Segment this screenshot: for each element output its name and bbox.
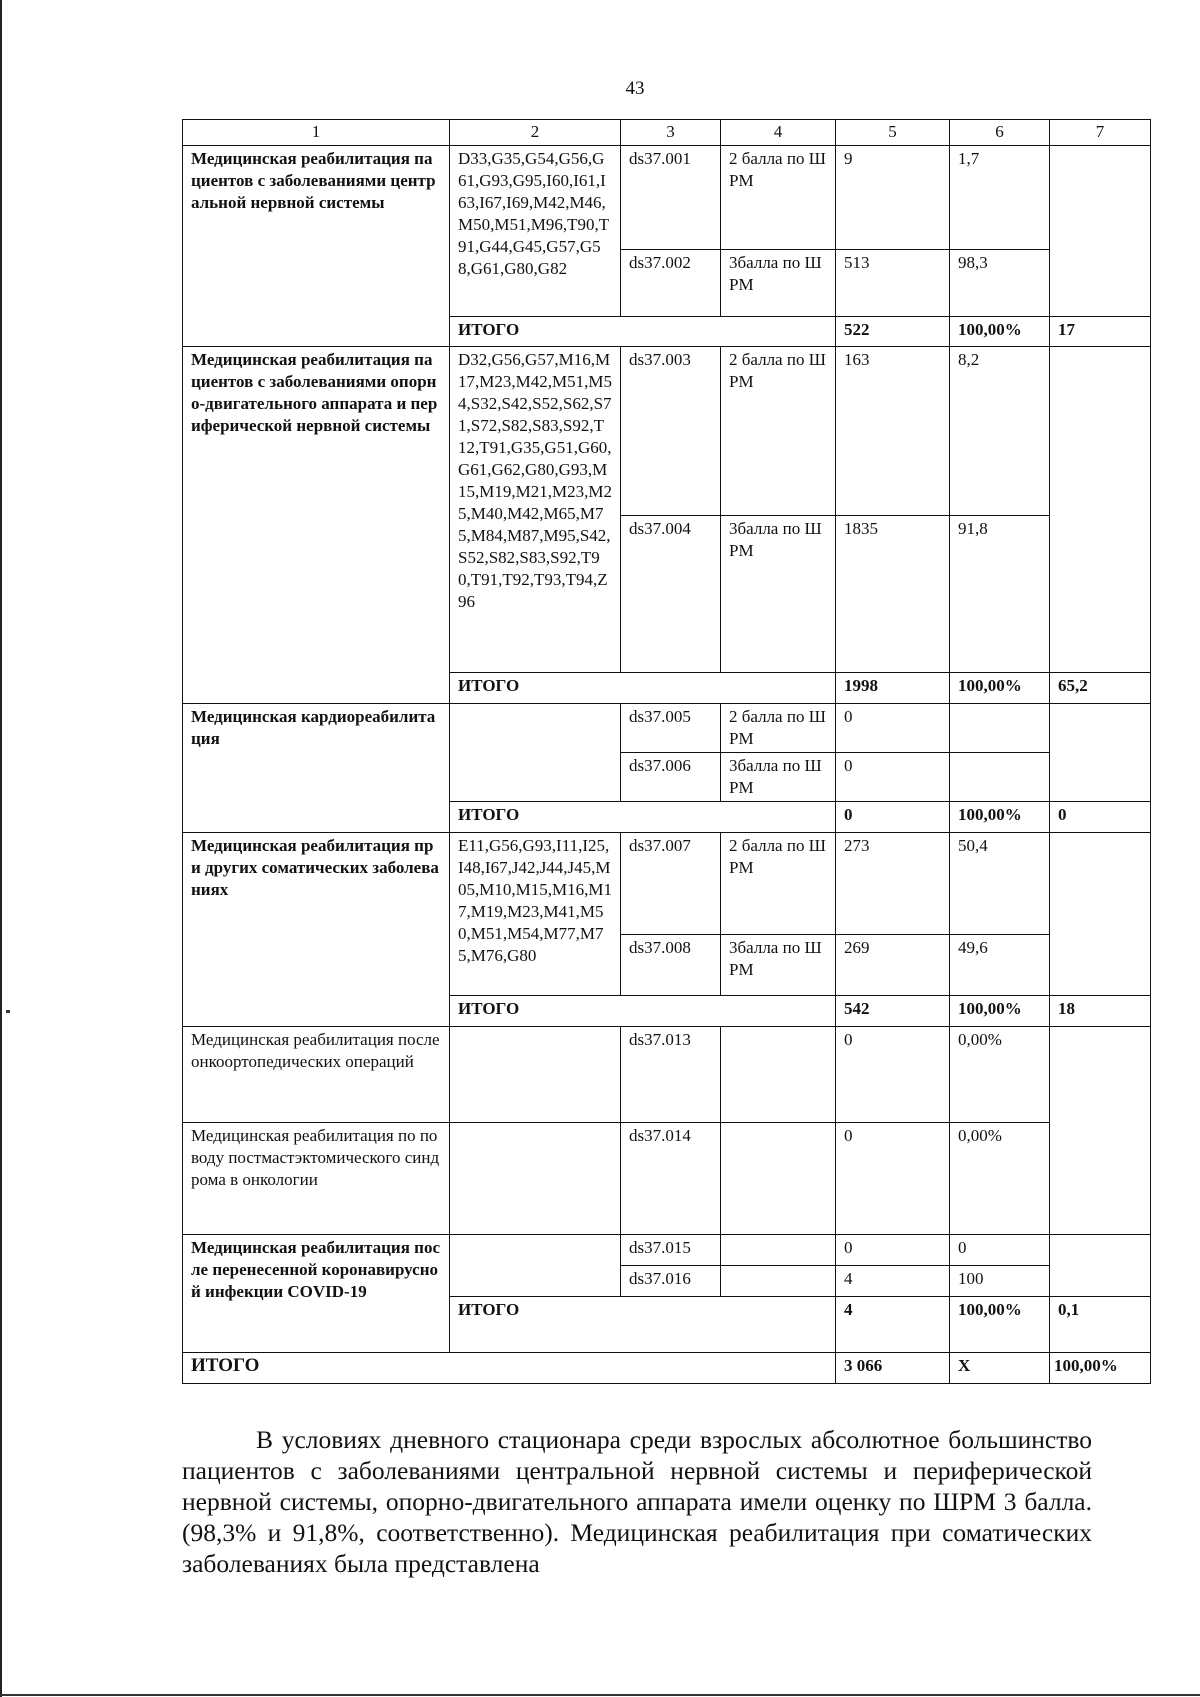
empty-cell: [1050, 1027, 1151, 1235]
table-row: [183, 146, 1151, 250]
shrm-score: [721, 1027, 836, 1123]
patient-count: 0: [836, 1027, 950, 1123]
total-count: 0: [836, 802, 950, 833]
ds-code: ds37.004: [621, 516, 721, 673]
shrm-score: [721, 1235, 836, 1266]
header-cell: 6: [950, 120, 1050, 146]
grand-total-percent: X: [950, 1353, 1050, 1384]
total-label: ИТОГО: [450, 673, 836, 704]
patient-count: 9: [836, 146, 950, 250]
empty-cell: [1050, 833, 1151, 996]
shrm-score: 3балла по ШРМ: [721, 250, 836, 317]
patient-count: 1835: [836, 516, 950, 673]
group-name-cns: Медицинская реабилитация пациентов с заболеваниями центральной нервной системы: [183, 146, 450, 347]
scan-bottom-edge: [0, 1694, 1200, 1696]
total-share: 0,1: [1050, 1297, 1151, 1353]
table-row: [183, 704, 1151, 753]
patient-count: 269: [836, 935, 950, 996]
percent: 91,8: [950, 516, 1050, 673]
patient-count: 513: [836, 250, 950, 317]
group-name-onco-ortho: Медицинская реабилитация после онкоортопедических операций: [183, 1027, 450, 1123]
ds-code: ds37.008: [621, 935, 721, 996]
diagnosis-codes: [450, 1027, 621, 1123]
percent: 100: [950, 1266, 1050, 1297]
percent: 98,3: [950, 250, 1050, 317]
total-label: ИТОГО: [450, 802, 836, 833]
empty-cell: [1050, 146, 1151, 317]
shrm-score: 2 балла по ШРМ: [721, 347, 836, 516]
table-row: [183, 1027, 1151, 1123]
total-count: 542: [836, 996, 950, 1027]
total-percent: 100,00%: [950, 673, 1050, 704]
group-name-postmastectomy: Медицинская реабилитация по поводу постмастэктомического синдрома в онкологии: [183, 1123, 450, 1235]
diagnosis-codes: [450, 1235, 621, 1297]
shrm-score: [721, 1123, 836, 1235]
percent: 8,2: [950, 347, 1050, 516]
percent: 0: [950, 1235, 1050, 1266]
grand-total-label: ИТОГО: [183, 1353, 836, 1384]
header-cell: 2: [450, 120, 621, 146]
group-name-cardio: Медицинская кардиореабилитация: [183, 704, 450, 833]
header-cell: 4: [721, 120, 836, 146]
patient-count: 0: [836, 1235, 950, 1266]
total-count: 522: [836, 317, 950, 347]
total-count: 1998: [836, 673, 950, 704]
group-name-covid: Медицинская реабилитация после перенесенной коронавирусной инфекции COVID-19: [183, 1235, 450, 1353]
grand-total-row: [183, 1353, 1151, 1384]
header-cell: 3: [621, 120, 721, 146]
paragraph-text: В условиях дневного стационара среди взрослых абсолютное большинство пациентов с заболеваниями центральной нервной системы и периферической нервной системы, опорно-двигательного аппарата имели оценку по ШРМ 3 балла. (98,3% и 91,8%, соответственно). Медицинская реабилитация при соматических заболеваниях была представлена: [182, 1425, 1092, 1578]
total-share: 18: [1050, 996, 1151, 1027]
total-count: 4: [836, 1297, 950, 1353]
group-name-musculoskeletal: Медицинская реабилитация пациентов с заболеваниями опорно-двигательного аппарата и периферической нервной системы: [183, 347, 450, 704]
grand-total-share: 100,00%: [1050, 1353, 1151, 1384]
page-number: 43: [625, 78, 645, 99]
empty-cell: [1050, 1235, 1151, 1297]
total-share: 65,2: [1050, 673, 1151, 704]
total-label: ИТОГО: [450, 1297, 836, 1353]
shrm-score: 3балла по ШРМ: [721, 516, 836, 673]
ds-code: ds37.001: [621, 146, 721, 250]
table-row: [183, 347, 1151, 516]
ds-code: ds37.002: [621, 250, 721, 317]
patient-count: 163: [836, 347, 950, 516]
header-cell: 5: [836, 120, 950, 146]
ds-code: ds37.006: [621, 753, 721, 802]
percent: 1,7: [950, 146, 1050, 250]
patient-count: 273: [836, 833, 950, 935]
shrm-score: 2 балла по ШРМ: [721, 833, 836, 935]
empty-cell: [1050, 347, 1151, 673]
diagnosis-codes: [450, 1123, 621, 1235]
diagnosis-codes: D33,G35,G54,G56,G61,G93,G95,I60,I61,I63,I67,I69,M42,M46,M50,M51,M96,T90,T91,G44,G45,G57,G58,G61,G80,G82: [450, 146, 621, 317]
body-paragraph: [182, 1424, 1092, 1579]
total-percent: 100,00%: [950, 802, 1050, 833]
diagnosis-codes: E11,G56,G93,I11,I25,I48,I67,J42,J44,J45,M05,M10,M15,M16,M17,M19,M23,M41,M50,M51,M54,M77,M75,M76,G80: [450, 833, 621, 996]
total-percent: 100,00%: [950, 317, 1050, 347]
table-row: [183, 833, 1151, 935]
total-share: 0: [1050, 802, 1151, 833]
total-label: ИТОГО: [450, 996, 836, 1027]
grand-total-count: 3 066: [836, 1353, 950, 1384]
table-row: [183, 1123, 1151, 1235]
scan-left-edge: [0, 0, 2, 1697]
ds-code: ds37.015: [621, 1235, 721, 1266]
header-cell: 7: [1050, 120, 1151, 146]
ds-code: ds37.016: [621, 1266, 721, 1297]
percent: 0,00%: [950, 1123, 1050, 1235]
shrm-score: 2 балла по ШРМ: [721, 704, 836, 753]
ds-code: ds37.003: [621, 347, 721, 516]
patient-count: 0: [836, 1123, 950, 1235]
header-row: [183, 120, 1151, 146]
patient-count: 4: [836, 1266, 950, 1297]
percent: 49,6: [950, 935, 1050, 996]
percent: 0,00%: [950, 1027, 1050, 1123]
total-percent: 100,00%: [950, 996, 1050, 1027]
percent: [950, 753, 1050, 802]
empty-cell: [1050, 704, 1151, 802]
patient-count: 0: [836, 704, 950, 753]
header-cell: 1: [183, 120, 450, 146]
diagnosis-codes: D32,G56,G57,M16,M17,M23,M42,M51,M54,S32,S42,S52,S62,S71,S72,S82,S83,S92,T12,T91,G35,G51,G60,G61,G62,G80,G93,M15,M19,M21,M23,M25,M40,M42,M65,M75,M84,M87,M95,S42,S52,S82,S83,S92,T90,T91,T92,T93,T94,Z96: [450, 347, 621, 673]
ds-code: ds37.014: [621, 1123, 721, 1235]
patient-count: 0: [836, 753, 950, 802]
ds-code: ds37.005: [621, 704, 721, 753]
percent: [950, 704, 1050, 753]
shrm-score: 3балла по ШРМ: [721, 753, 836, 802]
total-label: ИТОГО: [450, 317, 836, 347]
shrm-score: 3балла по ШРМ: [721, 935, 836, 996]
table-row: [183, 1235, 1151, 1266]
diagnosis-codes: [450, 704, 621, 802]
percent: 50,4: [950, 833, 1050, 935]
group-name-somatic: Медицинская реабилитация при других соматических заболеваниях: [183, 833, 450, 1027]
total-percent: 100,00%: [950, 1297, 1050, 1353]
shrm-score: [721, 1266, 836, 1297]
scan-mark: [6, 1010, 10, 1013]
ds-code: ds37.013: [621, 1027, 721, 1123]
ds-code: ds37.007: [621, 833, 721, 935]
total-share: 17: [1050, 317, 1151, 347]
shrm-score: 2 балла по ШРМ: [721, 146, 836, 250]
rehabilitation-table: [182, 119, 1151, 1384]
